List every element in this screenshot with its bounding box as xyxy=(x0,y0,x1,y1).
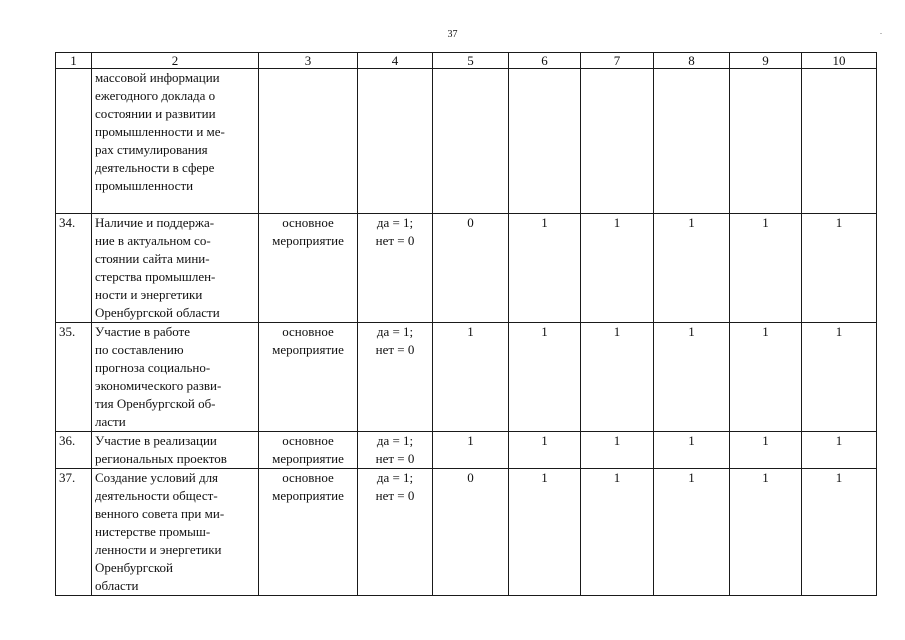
measure-type xyxy=(259,69,358,214)
measure-type xyxy=(259,469,358,596)
column-header: 6 xyxy=(509,53,581,69)
measure-name-line: стоянии сайта мини- xyxy=(95,251,210,266)
year-value: 1 xyxy=(581,323,654,432)
measure-unit-line: нет = 0 xyxy=(375,488,415,503)
year-value xyxy=(581,69,654,214)
measure-type-line: мероприятие xyxy=(272,342,344,357)
measure-name-line: деятельности в сфере xyxy=(95,160,215,175)
measure-unit-line: да = 1; xyxy=(376,324,414,339)
year-value: 1 xyxy=(433,323,509,432)
measure-name-line: нистерстве промыш- xyxy=(95,524,211,539)
measure-name-line: ежегодного доклада о xyxy=(95,88,216,103)
column-header: 2 xyxy=(92,53,259,69)
year-value: 1 xyxy=(802,214,877,323)
header-row xyxy=(56,53,877,69)
column-header: 4 xyxy=(358,53,433,69)
column-header: 9 xyxy=(730,53,802,69)
measure-type-line: основное xyxy=(282,324,334,339)
page-number: 37 xyxy=(447,29,458,40)
year-value xyxy=(433,69,509,214)
measure-type xyxy=(259,214,358,323)
measure-name-line: массовой информации xyxy=(95,70,220,85)
measure-name-line: промышленности и ме- xyxy=(95,124,225,139)
year-value xyxy=(654,69,730,214)
table-row xyxy=(56,323,877,432)
year-value: 1 xyxy=(654,432,730,469)
measure-name-line: тия Оренбургской об- xyxy=(95,396,216,411)
row-number: 34. xyxy=(56,214,92,323)
measure-type-line: мероприятие xyxy=(272,233,344,248)
year-value: 1 xyxy=(654,323,730,432)
measure-type xyxy=(259,323,358,432)
year-value: 1 xyxy=(654,214,730,323)
measure-unit-line: нет = 0 xyxy=(375,233,415,248)
year-value: 1 xyxy=(730,214,802,323)
measure-unit xyxy=(358,432,433,469)
measure-name-line: ности и энергетики xyxy=(95,287,203,302)
column-header: 7 xyxy=(581,53,654,69)
measure-unit-line: да = 1; xyxy=(376,470,414,485)
measure-name-line: рах стимулирования xyxy=(95,142,208,157)
measure-name-line: Участие в работе xyxy=(95,324,190,339)
measure-name xyxy=(92,432,259,469)
measure-name xyxy=(92,69,259,214)
year-value: 1 xyxy=(509,323,581,432)
measure-unit-line: да = 1; xyxy=(376,433,414,448)
year-value: 1 xyxy=(730,323,802,432)
table-row xyxy=(56,69,877,214)
column-header: 3 xyxy=(259,53,358,69)
measure-name-line: прогноза социально- xyxy=(95,360,211,375)
year-value: 1 xyxy=(802,432,877,469)
year-value: 1 xyxy=(581,214,654,323)
year-value xyxy=(802,69,877,214)
row-number: 36. xyxy=(56,432,92,469)
year-value: 1 xyxy=(654,469,730,596)
measure-unit xyxy=(358,469,433,596)
measure-name-line: Создание условий для xyxy=(95,470,219,485)
year-value: 1 xyxy=(433,432,509,469)
year-value: 1 xyxy=(509,432,581,469)
column-header: 5 xyxy=(433,53,509,69)
year-value: 0 xyxy=(433,469,509,596)
year-value: 1 xyxy=(581,432,654,469)
measure-name-line: ние в актуальном со- xyxy=(95,233,211,248)
year-value: 1 xyxy=(802,469,877,596)
table-row xyxy=(56,214,877,323)
column-header: 10 xyxy=(802,53,877,69)
corner-mark: . xyxy=(880,27,882,36)
measure-name-line: экономического разви- xyxy=(95,378,222,393)
measure-unit-line: да = 1; xyxy=(376,215,414,230)
measure-name-line: Наличие и поддержа- xyxy=(95,215,215,230)
year-value: 1 xyxy=(730,432,802,469)
measure-type-line: основное xyxy=(282,215,334,230)
year-value xyxy=(509,69,581,214)
measure-type-line: мероприятие xyxy=(272,488,344,503)
measure-name-line: венного совета при ми- xyxy=(95,506,225,521)
row-number xyxy=(56,69,92,214)
measure-type xyxy=(259,432,358,469)
year-value: 1 xyxy=(730,469,802,596)
measure-name-line: промышленности xyxy=(95,178,194,193)
year-value xyxy=(730,69,802,214)
measure-name-line: по составлению xyxy=(95,342,184,357)
measure-name-line: Участие в реализации xyxy=(95,433,217,448)
measure-unit xyxy=(358,323,433,432)
year-value: 1 xyxy=(509,469,581,596)
measure-name-line: региональных проектов xyxy=(95,451,227,466)
measure-type-line: основное xyxy=(282,433,334,448)
table-row xyxy=(56,469,877,596)
column-header: 1 xyxy=(56,53,92,69)
indicators-table xyxy=(55,52,877,596)
measure-name xyxy=(92,469,259,596)
table-body xyxy=(56,53,877,596)
column-header: 8 xyxy=(654,53,730,69)
measure-type-line: мероприятие xyxy=(272,451,344,466)
measure-name-line: ленности и энергетики xyxy=(95,542,222,557)
measure-name-line: области xyxy=(95,578,139,593)
measure-unit xyxy=(358,69,433,214)
row-number: 35. xyxy=(56,323,92,432)
measure-name-line: деятельности общест- xyxy=(95,488,218,503)
year-value: 0 xyxy=(433,214,509,323)
year-value: 1 xyxy=(581,469,654,596)
table-row xyxy=(56,432,877,469)
measure-unit xyxy=(358,214,433,323)
year-value: 1 xyxy=(509,214,581,323)
row-number: 37. xyxy=(56,469,92,596)
measure-unit-line: нет = 0 xyxy=(375,342,415,357)
measure-name-line: ласти xyxy=(95,414,126,429)
measure-name xyxy=(92,323,259,432)
year-value: 1 xyxy=(802,323,877,432)
measure-name-line: состоянии и развитии xyxy=(95,106,216,121)
measure-name-line: Оренбургской xyxy=(95,560,173,575)
measure-name-line: Оренбургской области xyxy=(95,305,220,320)
measure-type-line: основное xyxy=(282,470,334,485)
measure-name-line: стерства промышлен- xyxy=(95,269,216,284)
measure-unit-line: нет = 0 xyxy=(375,451,415,466)
measure-name xyxy=(92,214,259,323)
